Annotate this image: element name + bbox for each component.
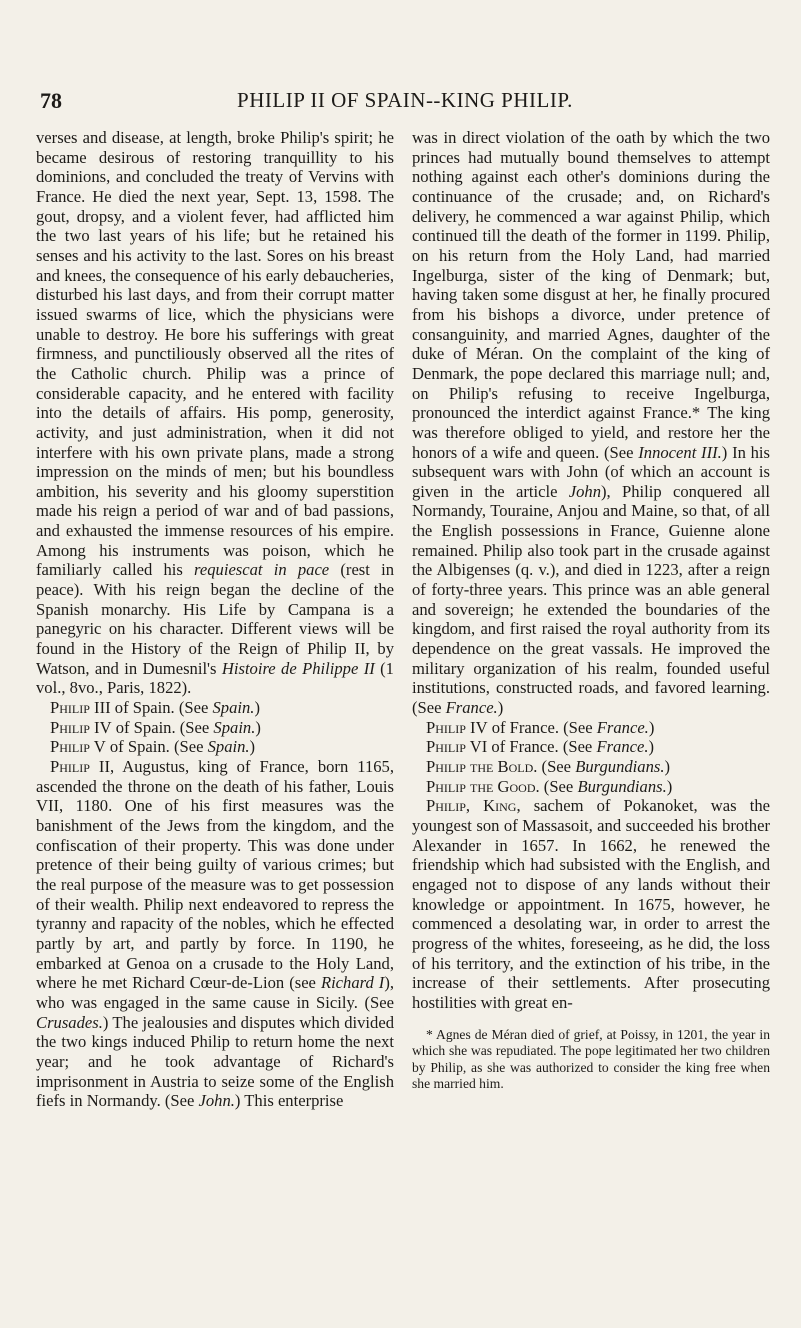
running-title: PHILIP II OF SPAIN--KING PHILIP. [237,88,573,112]
right-column [412,128,770,1093]
entry-philip-the-bold: Philip the Bold. (See Burgundians.) [426,757,671,776]
page-header [36,88,774,114]
entry-philip-iv-france: Philip IV of France. (See France.) [426,717,655,737]
paragraph: verses and disease, at length, broke Philip's spirit; he became desirous of restoring tranquillity to his dominions, and concluded the treaty of Vervins with France. He died the next year, Sept. 13, 1598. The gout, dropsy, and a violent fever, had afflicted him the two last years of his life; but he retained his senses and his activity to the last. Sores on his breast and knees, the consequence of his early debaucheries, disturbed his last days, and from their corrupt matter issued swarms of lice, which the physicians were unable to destroy. He bore his sufferings with great firmness, and punctiliously observed all the rites of the Catholic church. Philip was a prince of considerable capacity, and he entered with facility into the details of affairs. His pomp, generosity, activity, and just administration, when it did not interfere with his own private plans, made a strong impression on the minds of men; but his boundless ambition, his severity and his gloomy superstition made his reign a period of war and of bad passions, and exhausted the immense resources of his empire. Among his instruments was poison, which he familiarly called his requiescat in pace (rest in peace). With his reign began the decline of the Spanish monarchy. His Life by Campana is a panegyric on his character. Different views will be found in the History of the Reign of Philip II, by Watson, and in Dumesnil's Histoire de Philippe II (1 vol., 8vo., Paris, 1822). [36,128,394,698]
entry-philip-vi-france: Philip VI of France. (See France.) [426,737,655,757]
left-column [36,128,394,1111]
entry-philip-king: Philip, King, sachem of Pokanoket, was the youngest son of Massasoit, and succeeded his brother Alexander in 1657. In 1662, he renewed the friendship which had subsisted with the English, and engaged not to dispose of any lands without their knowledge or appointment. In 1675, however, he commenced a desolating war, in order to arrest the progress of the whites, foreseeing, as he did, the loss of his territory, and the extinction of his tribe, in the increase of their settlements. After prosecuting hostilities with great en- [412,796,770,1012]
entry-philip-the-good: Philip the Good. (See Burgundians.) [426,776,673,796]
paragraph: was in direct violation of the oath by which the two princes had mutually bound themselves to attempt nothing against each other's dominions during the continuance of the crusade; and, on Richard's delivery, he commenced a war against Philip, which continued till the death of the former in 1199. Philip, on his return from the Holy Land, had married Ingelburga, sister of the king of Denmark; but, having taken some disgust at her, he finally procured from his bishops a divorce, under pretence of consanguinity, and married Agnes, daughter of the duke of Méran. On the complaint of the king of Denmark, the pope declared this marriage null; and, on Philip's refusing to receive Ingelburga, pronounced the interdict against France.* The king was therefore obliged to yield, and restore her the honors of a wife and queen. (See Innocent III.) In his subsequent wars with John (of which an account is given in the article John), Philip conquered all Normandy, Touraine, Anjou and Maine, so that, of all the English possessions in France, Guienne alone remained. Philip also took part in the crusade against the Albigenses (q. v.), and died in 1223, after a reign of forty-three years. This prince was an able general and sovereign; he extended the boundaries of the kingdom, and first raised the royal authority from its dependence on the great vassals. He improved the military organization of his realm, founded useful institutions, constructed roads, and favored learning. (See France.) [412,128,770,718]
page-number: 78 [40,88,62,113]
entry-philip-ii-france: Philip II, Augustus, king of France, born 1165, ascended the throne on the death of his father, Louis VII, 1180. One of his first measures was the banishment of the Jews from the kingdom, and the confiscation of their property. This was done under pretence of their being guilty of various crimes; but the real purpose of the measure was to get possession of their wealth. Philip next endeavored to repress the tyranny and rapacity of the nobles, which he effected partly by art, and partly by force. In 1190, he embarked at Genoa on a crusade to the Holy Land, where he met Richard Cœur-de-Lion (see Richard I), who was engaged in the same cause in Sicily. (See Crusades.) The jealousies and disputes which divided the two kings induced Philip to return home the next year; and he took advantage of Richard's imprisonment in Austria to seize some of the English fiefs in Normandy. (See John.) This enterprise [36,757,394,1111]
entry-philip-iii-spain: Philip III of Spain. (See Spain.) [50,698,260,718]
entry-philip-v-spain: Philip V of Spain. (See Spain.) [50,737,256,757]
entry-philip-iv-spain: Philip IV of Spain. (See Spain.) [50,717,261,737]
footnote: * Agnes de Méran died of grief, at Poissy, in 1201, the year in which she was repudiated. The pope legitimated her two children by Philip, as she was authorized to consider the king free when she married him. [412,1026,770,1092]
